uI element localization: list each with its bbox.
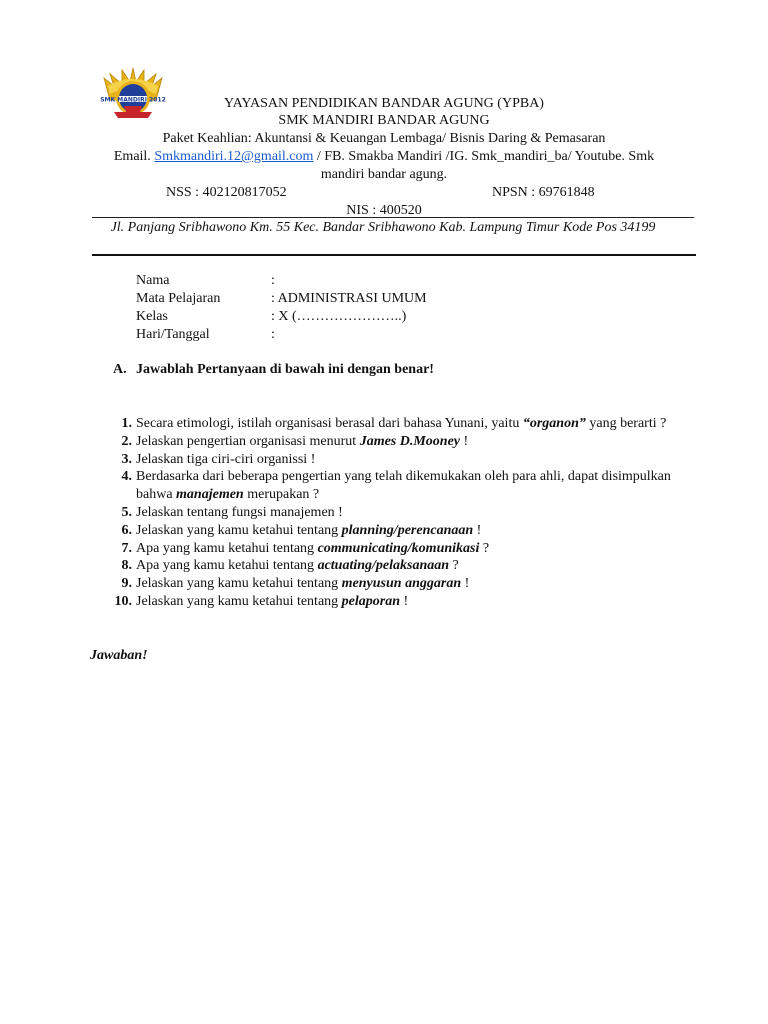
nis-number: NIS : 400520 — [346, 203, 422, 218]
question-number: 4. — [121, 469, 132, 485]
header-divider — [92, 217, 694, 218]
question-number: 8. — [121, 558, 132, 574]
question-text-end: ! — [460, 433, 469, 449]
question-text-end: ! — [400, 593, 409, 609]
registration-row — [166, 184, 606, 202]
info-label: Nama — [136, 273, 170, 288]
info-row-date — [136, 326, 536, 344]
question-item — [100, 451, 680, 469]
contact-line-2: mandiri bandar agung. — [320, 167, 448, 182]
section-letter: A. — [113, 362, 127, 377]
question-emphasis: “organon” — [522, 416, 586, 431]
question-item — [100, 593, 680, 611]
section-instruction: Jawablah Pertanyaan di bawah ini dengan benar! — [136, 362, 434, 377]
info-value: : X (…………………..) — [271, 309, 407, 324]
question-text: Jelaskan tiga ciri-ciri organissi ! — [136, 451, 316, 467]
info-row-subject — [136, 290, 536, 308]
school-name: SMK MANDIRI BANDAR AGUNG — [278, 113, 490, 128]
question-number: 6. — [121, 522, 132, 538]
question-emphasis: communicating/komunikasi — [317, 540, 480, 556]
info-row-name — [136, 272, 536, 290]
question-emphasis: James D.Mooney — [359, 433, 461, 449]
logo-text: SMK MANDIRI 2012 — [100, 96, 166, 104]
question-text: Jelaskan tentang fungsi manajemen ! — [136, 504, 343, 520]
question-number: 5. — [121, 504, 132, 520]
question-text-end: ! — [461, 576, 470, 592]
social-text: / FB. Smakba Mandiri /IG. Smk_mandiri_ba/ Youtube. Smk — [313, 149, 655, 164]
question-emphasis: menyusun anggaran — [341, 576, 462, 592]
question-number: 10. — [114, 593, 132, 609]
info-value: : — [271, 327, 275, 342]
question-list — [100, 415, 680, 611]
question-text: Apa yang kamu ketahui tentang — [136, 540, 318, 556]
email-link[interactable]: Smkmandiri.12@gmail.com — [154, 149, 314, 164]
question-item — [100, 557, 680, 575]
question-number: 1. — [121, 416, 132, 431]
question-number: 9. — [121, 576, 132, 592]
contact-line — [80, 148, 688, 166]
question-item — [100, 468, 680, 504]
question-number: 3. — [121, 451, 132, 467]
question-item — [100, 433, 680, 451]
school-address: Jl. Panjang Sribhawono Km. 55 Kec. Bandar Sribhawono Kab. Lampung Timur Kode Pos 34199 — [110, 220, 656, 235]
question-text: Jelaskan yang kamu ketahui tentang — [136, 576, 342, 592]
question-emphasis: actuating/pelaksanaan — [317, 558, 450, 574]
question-text-end: ? — [479, 540, 490, 556]
question-text: Apa yang kamu ketahui tentang — [136, 558, 318, 574]
info-value: : — [271, 273, 275, 288]
info-label: Hari/Tanggal — [136, 327, 210, 342]
info-label: Kelas — [136, 309, 168, 324]
question-item — [100, 522, 680, 540]
student-info — [136, 272, 536, 344]
info-label: Mata Pelajaran — [136, 291, 221, 306]
email-prefix: Email. — [113, 149, 155, 164]
answer-label: Jawaban! — [90, 648, 148, 663]
question-text: Jelaskan pengertian organisasi menurut — [136, 433, 360, 449]
question-text: Jelaskan yang kamu ketahui tentang — [136, 593, 342, 609]
question-text-end: ? — [449, 558, 459, 574]
question-text: Jelaskan yang kamu ketahui tentang — [136, 522, 342, 538]
question-text: Secara etimologi, istilah organisasi berasal dari bahasa Yunani, yaitu — [136, 416, 523, 431]
foundation-name: YAYASAN PENDIDIKAN BANDAR AGUNG (YPBA) — [224, 96, 544, 111]
programs-line: Paket Keahlian: Akuntansi & Keuangan Lembaga/ Bisnis Daring & Pemasaran — [162, 131, 606, 146]
question-item — [100, 415, 680, 433]
question-item — [100, 504, 680, 522]
question-emphasis: manajemen — [176, 487, 244, 503]
question-text-end: merupakan ? — [243, 487, 320, 503]
question-emphasis: pelaporan — [341, 593, 401, 609]
question-text: Berdasarka dari beberapa pengertian yang telah dikemukakan oleh para ahli, dapat disimpulkan bahwa — [136, 469, 671, 503]
question-item — [100, 540, 680, 558]
question-emphasis: planning/perencanaan — [341, 522, 474, 538]
info-value: : ADMINISTRASI UMUM — [271, 291, 427, 306]
letterhead-divider — [92, 254, 696, 256]
question-item — [100, 575, 680, 593]
nss-number: NSS : 402120817052 — [166, 185, 287, 200]
info-row-class — [136, 308, 536, 326]
question-number: 7. — [121, 540, 132, 556]
question-text-end: yang berarti ? — [585, 416, 667, 431]
question-number: 2. — [121, 433, 132, 449]
question-text-end: ! — [473, 522, 482, 538]
npsn-number: NPSN : 69761848 — [492, 185, 595, 200]
